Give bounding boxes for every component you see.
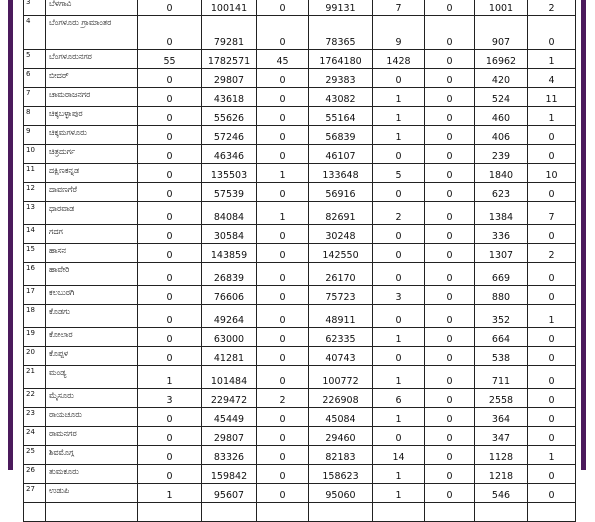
table-row [24,88,576,107]
value-cell-c2: 79281 [202,16,257,50]
value-cell-c5: 1 [373,126,425,145]
table-row [24,69,576,88]
value-cell-c6: 0 [425,484,475,503]
value-cell-c5: 3 [373,286,425,305]
district-name-cell: ಕೋಲಾರ [46,328,138,347]
value-cell-c7: 907 [475,16,528,50]
value-cell-c8: 0 [528,427,576,446]
serial-number-cell: 17 [24,286,46,305]
value-cell-c5: 0 [373,225,425,244]
value-cell-c7: 2558 [475,389,528,408]
table-row [24,328,576,347]
value-cell-c3: 0 [257,69,309,88]
value-cell-c4: 29383 [309,69,373,88]
serial-number-cell: 18 [24,305,46,328]
table-row [24,145,576,164]
value-cell-c6: 0 [425,202,475,225]
district-name-cell: ಬೆಂಗಳೂರುನಗರ [46,50,138,69]
value-cell-c4: 95060 [309,484,373,503]
value-cell-c8: 0 [528,465,576,484]
table-row [24,164,576,183]
value-cell-c6: 0 [425,389,475,408]
value-cell-c1: 0 [138,347,202,366]
district-name-cell: ಬೆಂಗಳೂರು ಗ್ರಾಮಾಂತರ [46,16,138,50]
value-cell-c6: 0 [425,164,475,183]
value-cell-c1: 0 [138,408,202,427]
table-row [24,347,576,366]
value-cell-c2: 55626 [202,107,257,126]
table-row [24,183,576,202]
value-cell-c3: 0 [257,107,309,126]
district-name-cell: ಕಲಬುರಗಿ [46,286,138,305]
value-cell-c7: 239 [475,145,528,164]
value-cell-c8: 0 [528,389,576,408]
value-cell-c4: 56916 [309,183,373,202]
serial-number-cell: 21 [24,366,46,389]
value-cell-c8: 0 [528,183,576,202]
value-cell-c6: 0 [425,408,475,427]
value-cell-c3: 0 [257,225,309,244]
serial-number-cell: 5 [24,50,46,69]
value-cell-c5: 7 [373,0,425,16]
value-cell-c1: 0 [138,164,202,183]
value-cell-c4: 56839 [309,126,373,145]
value-cell-c7: 669 [475,263,528,286]
district-name-cell: ರಾಮನಗರ [46,427,138,446]
serial-number-cell: 26 [24,465,46,484]
value-cell-c6: 0 [425,69,475,88]
value-cell-c2: 101484 [202,366,257,389]
value-cell-c8: 2 [528,244,576,263]
district-name-cell: ಮಂಡ್ಯ [46,366,138,389]
value-cell-c1: 1 [138,484,202,503]
value-cell-c7: 347 [475,427,528,446]
value-cell-c2: 41281 [202,347,257,366]
value-cell-c3: 0 [257,244,309,263]
value-cell-c3: 0 [257,465,309,484]
district-name-cell: ದಾವಣಗೆರೆ [46,183,138,202]
table-row [24,408,576,427]
district-name-cell: ಚಿಕ್ಕಮಗಳೂರು [46,126,138,145]
value-cell-c6: 0 [425,0,475,16]
value-cell-c1: 0 [138,465,202,484]
district-name-cell: ಚಿತ್ರದುರ್ಗ [46,145,138,164]
district-data-table [23,0,576,522]
value-cell-c1: 0 [138,244,202,263]
value-cell-c4: 30248 [309,225,373,244]
value-cell-c5: 1 [373,465,425,484]
value-cell-c5: 0 [373,347,425,366]
value-cell-c3: 0 [257,408,309,427]
value-cell-c4: 226908 [309,389,373,408]
value-cell-c7: 711 [475,366,528,389]
value-cell-c1: 0 [138,446,202,465]
value-cell-c5: 5 [373,164,425,183]
value-cell-c5: 0 [373,244,425,263]
value-cell-c6: 0 [425,88,475,107]
value-cell-c6: 0 [425,126,475,145]
serial-number-cell: 3 [24,0,46,16]
value-cell-c6: 0 [425,107,475,126]
value-cell-c4: 133648 [309,164,373,183]
table-row [24,286,576,305]
serial-number-cell: 13 [24,202,46,225]
value-cell-c3: 0 [257,446,309,465]
value-cell-c8: 1 [528,50,576,69]
value-cell-c8: 1 [528,446,576,465]
value-cell-c7: 664 [475,328,528,347]
value-cell-c7: 336 [475,225,528,244]
value-cell-c1: 0 [138,427,202,446]
district-name-cell: ಧಾರವಾಡ [46,202,138,225]
value-cell-c7: 546 [475,484,528,503]
district-name-cell: ದಕ್ಷಿಣಕನ್ನಡ [46,164,138,183]
table-row [24,389,576,408]
value-cell-c1: 0 [138,225,202,244]
value-cell-c7: 880 [475,286,528,305]
value-cell-c2: 159842 [202,465,257,484]
value-cell-c4: 158623 [309,465,373,484]
value-cell-c2: 143859 [202,244,257,263]
value-cell-c3: 0 [257,347,309,366]
table-row [24,263,576,286]
serial-number-cell: 15 [24,244,46,263]
value-cell-c3: 1 [257,164,309,183]
value-cell-c1: 1 [138,366,202,389]
table-row [24,0,576,16]
district-name-cell: ಬೀದರ್ [46,69,138,88]
value-cell-c2: 229472 [202,389,257,408]
value-cell-c6: 0 [425,225,475,244]
value-cell-c5: 14 [373,446,425,465]
serial-number-cell: 11 [24,164,46,183]
value-cell-c4: 142550 [309,244,373,263]
table-row [24,446,576,465]
district-name-cell: ರಾಯಚೂರು [46,408,138,427]
value-cell-c4: 75723 [309,286,373,305]
value-cell-c7: 1384 [475,202,528,225]
value-cell-c8: 7 [528,202,576,225]
district-name-cell: ಕೊಡಗು [46,305,138,328]
value-cell-c6: 0 [425,305,475,328]
value-cell-c3: 0 [257,427,309,446]
value-cell-c4: 62335 [309,328,373,347]
value-cell-c7: 1001 [475,0,528,16]
value-cell-c1: 0 [138,0,202,16]
value-cell-c7: 1840 [475,164,528,183]
district-name-cell: ಕೊಪ್ಪಳ [46,347,138,366]
partial-next-row [24,503,576,522]
value-cell-c8: 0 [528,408,576,427]
value-cell-c4: 1764180 [309,50,373,69]
value-cell-c6: 0 [425,446,475,465]
value-cell-c4: 82691 [309,202,373,225]
serial-number-cell: 23 [24,408,46,427]
value-cell-c3: 0 [257,305,309,328]
value-cell-c2: 49264 [202,305,257,328]
value-cell-c5: 1 [373,366,425,389]
value-cell-c8: 0 [528,484,576,503]
value-cell-c2: 100141 [202,0,257,16]
value-cell-c5: 0 [373,427,425,446]
value-cell-c7: 538 [475,347,528,366]
value-cell-c1: 0 [138,69,202,88]
value-cell-c8: 10 [528,164,576,183]
value-cell-c4: 78365 [309,16,373,50]
value-cell-c8: 1 [528,305,576,328]
value-cell-c5: 0 [373,263,425,286]
value-cell-c6: 0 [425,145,475,164]
value-cell-c5: 1428 [373,50,425,69]
value-cell-c2: 76606 [202,286,257,305]
value-cell-c3: 45 [257,50,309,69]
value-cell-c2: 26839 [202,263,257,286]
value-cell-c1: 0 [138,88,202,107]
value-cell-c1: 0 [138,202,202,225]
value-cell-c4: 46107 [309,145,373,164]
value-cell-c5: 0 [373,69,425,88]
table-row [24,465,576,484]
value-cell-c2: 29807 [202,69,257,88]
value-cell-c5: 1 [373,328,425,347]
value-cell-c1: 0 [138,286,202,305]
value-cell-c4: 43082 [309,88,373,107]
value-cell-c7: 406 [475,126,528,145]
value-cell-c2: 45449 [202,408,257,427]
value-cell-c6: 0 [425,347,475,366]
serial-number-cell: 25 [24,446,46,465]
value-cell-c1: 0 [138,183,202,202]
value-cell-c1: 0 [138,16,202,50]
value-cell-c8: 4 [528,69,576,88]
value-cell-c7: 460 [475,107,528,126]
value-cell-c2: 30584 [202,225,257,244]
value-cell-c1: 0 [138,305,202,328]
serial-number-cell: 7 [24,88,46,107]
table-row [24,305,576,328]
serial-number-cell: 16 [24,263,46,286]
value-cell-c3: 0 [257,126,309,145]
value-cell-c4: 29460 [309,427,373,446]
value-cell-c5: 9 [373,16,425,50]
value-cell-c8: 0 [528,366,576,389]
value-cell-c3: 2 [257,389,309,408]
value-cell-c6: 0 [425,16,475,50]
value-cell-c3: 0 [257,16,309,50]
value-cell-c1: 0 [138,107,202,126]
value-cell-c2: 57539 [202,183,257,202]
value-cell-c7: 1218 [475,465,528,484]
serial-number-cell: 6 [24,69,46,88]
value-cell-c8: 0 [528,126,576,145]
value-cell-c1: 0 [138,328,202,347]
value-cell-c1: 3 [138,389,202,408]
value-cell-c2: 57246 [202,126,257,145]
serial-number-cell: 19 [24,328,46,347]
value-cell-c7: 1128 [475,446,528,465]
value-cell-c5: 2 [373,202,425,225]
value-cell-c7: 364 [475,408,528,427]
table-row [24,366,576,389]
value-cell-c8: 0 [528,328,576,347]
district-name-cell: ಚಾಮರಾಜನಗರ [46,88,138,107]
table-row [24,16,576,50]
district-name-cell: ಗದಗ [46,225,138,244]
value-cell-c1: 55 [138,50,202,69]
serial-number-cell: 14 [24,225,46,244]
district-name-cell: ಹಾಸನ [46,244,138,263]
value-cell-c3: 0 [257,263,309,286]
left-border-bar [8,0,13,470]
value-cell-c6: 0 [425,244,475,263]
value-cell-c8: 1 [528,107,576,126]
district-name-cell: ಶಿವಮೊಗ್ಗ [46,446,138,465]
value-cell-c5: 0 [373,183,425,202]
serial-number-cell: 22 [24,389,46,408]
right-border-bar [581,0,586,470]
value-cell-c2: 84084 [202,202,257,225]
value-cell-c3: 0 [257,0,309,16]
value-cell-c7: 352 [475,305,528,328]
value-cell-c2: 95607 [202,484,257,503]
value-cell-c6: 0 [425,183,475,202]
serial-number-cell: 24 [24,427,46,446]
value-cell-c1: 0 [138,263,202,286]
value-cell-c7: 623 [475,183,528,202]
district-name-cell: ಉಡುಪಿ [46,484,138,503]
value-cell-c5: 1 [373,484,425,503]
value-cell-c6: 0 [425,286,475,305]
value-cell-c4: 82183 [309,446,373,465]
table-row [24,427,576,446]
value-cell-c5: 0 [373,305,425,328]
value-cell-c4: 45084 [309,408,373,427]
serial-number-cell: 12 [24,183,46,202]
value-cell-c2: 29807 [202,427,257,446]
value-cell-c3: 0 [257,145,309,164]
district-name-cell: ಮೈಸೂರು [46,389,138,408]
value-cell-c4: 26170 [309,263,373,286]
value-cell-c8: 0 [528,145,576,164]
value-cell-c1: 0 [138,126,202,145]
value-cell-c7: 420 [475,69,528,88]
district-name-cell: ಚಿಕ್ಕಬಳ್ಳಾಪುರ [46,107,138,126]
value-cell-c7: 524 [475,88,528,107]
table-row [24,107,576,126]
table-row [24,244,576,263]
value-cell-c2: 135503 [202,164,257,183]
value-cell-c2: 43618 [202,88,257,107]
serial-number-cell: 4 [24,16,46,50]
serial-number-cell: 8 [24,107,46,126]
district-name-cell: ಹಾವೇರಿ [46,263,138,286]
value-cell-c4: 100772 [309,366,373,389]
value-cell-c5: 1 [373,408,425,427]
value-cell-c6: 0 [425,328,475,347]
value-cell-c8: 11 [528,88,576,107]
value-cell-c1: 0 [138,145,202,164]
value-cell-c8: 2 [528,0,576,16]
table-row [24,225,576,244]
value-cell-c4: 48911 [309,305,373,328]
value-cell-c8: 0 [528,263,576,286]
value-cell-c6: 0 [425,465,475,484]
value-cell-c8: 0 [528,225,576,244]
value-cell-c4: 55164 [309,107,373,126]
value-cell-c7: 16962 [475,50,528,69]
value-cell-c4: 99131 [309,0,373,16]
serial-number-cell: 27 [24,484,46,503]
value-cell-c5: 1 [373,107,425,126]
value-cell-c2: 1782571 [202,50,257,69]
value-cell-c3: 0 [257,484,309,503]
value-cell-c7: 1307 [475,244,528,263]
value-cell-c3: 0 [257,366,309,389]
value-cell-c5: 0 [373,145,425,164]
value-cell-c2: 46346 [202,145,257,164]
table-row [24,50,576,69]
serial-number-cell: 9 [24,126,46,145]
table-row [24,126,576,145]
value-cell-c8: 0 [528,286,576,305]
value-cell-c6: 0 [425,50,475,69]
table-row [24,202,576,225]
value-cell-c3: 0 [257,88,309,107]
value-cell-c8: 0 [528,347,576,366]
serial-number-cell: 10 [24,145,46,164]
value-cell-c3: 0 [257,183,309,202]
table-row [24,484,576,503]
value-cell-c5: 1 [373,88,425,107]
value-cell-c6: 0 [425,366,475,389]
value-cell-c2: 63000 [202,328,257,347]
value-cell-c5: 6 [373,389,425,408]
district-name-cell: ಬೆಳಗಾವಿ [46,0,138,16]
value-cell-c3: 0 [257,328,309,347]
value-cell-c8: 0 [528,16,576,50]
value-cell-c2: 83326 [202,446,257,465]
serial-number-cell: 20 [24,347,46,366]
value-cell-c6: 0 [425,427,475,446]
value-cell-c6: 0 [425,263,475,286]
value-cell-c3: 0 [257,286,309,305]
value-cell-c4: 40743 [309,347,373,366]
district-name-cell: ತುಮಕೂರು [46,465,138,484]
value-cell-c3: 1 [257,202,309,225]
